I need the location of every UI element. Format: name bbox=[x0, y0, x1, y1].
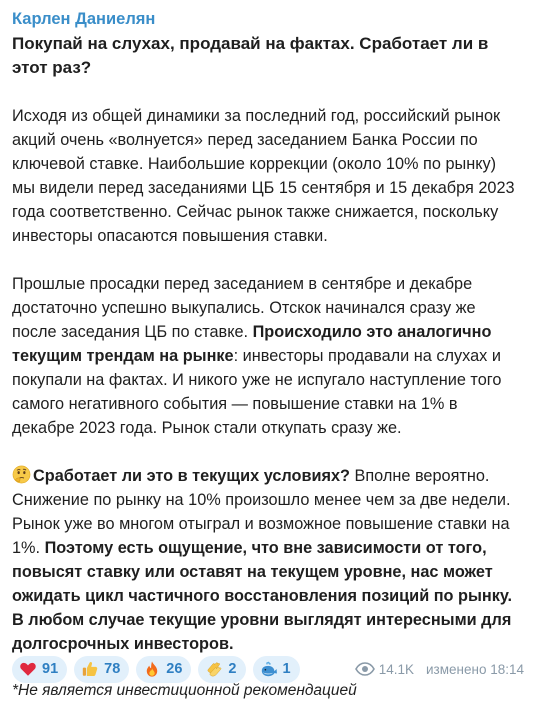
reaction-thumbs-up-count: 78 bbox=[104, 661, 121, 677]
fire-icon bbox=[143, 660, 161, 678]
author-name[interactable]: Карлен Даниелян bbox=[12, 10, 156, 28]
reaction-whale-count: 1 bbox=[282, 661, 291, 677]
edited-timestamp: изменено 18:14 bbox=[426, 661, 524, 677]
heart-icon bbox=[19, 660, 37, 678]
eye-icon bbox=[355, 662, 375, 676]
paragraph-2 bbox=[12, 272, 520, 440]
reaction-whale[interactable] bbox=[253, 656, 300, 683]
reaction-thumbs-up[interactable] bbox=[74, 656, 129, 683]
reaction-fire-count: 26 bbox=[166, 661, 183, 677]
thumbs-up-icon bbox=[81, 660, 99, 678]
reaction-fire[interactable] bbox=[136, 656, 191, 683]
views-count: 14.1K bbox=[378, 661, 415, 677]
paragraph-3-part1: Вполне вероятно. Снижение по рынку на 10% произошло менее чем за две недели. Рынок уже во многом отыграл и возможное повышение ставки на 1%. bbox=[12, 467, 511, 557]
reaction-clapping-hands[interactable] bbox=[198, 656, 245, 683]
paragraph-2-part1: Прошлые просадки перед заседанием в сентябре и декабре достаточно успешно выкупались. Отскок начинался сразу же после заседания ЦБ по ставке. bbox=[12, 275, 476, 341]
message-footer bbox=[12, 653, 524, 685]
message-meta bbox=[355, 662, 524, 677]
paragraph-3-bold-question: Сработает ли это в текущих условиях? bbox=[33, 467, 350, 485]
reaction-heart-count: 91 bbox=[42, 661, 59, 677]
thinking-face-icon bbox=[12, 465, 31, 484]
post-title: Покупай на слухах, продавай на фактах. Сработает ли в этот раз? bbox=[12, 34, 489, 77]
paragraph-2-part2: : инвесторы продавали на слухах и покупали на фактах. И никого уже не испугало наступление того самого негативного события — повышение ставки на 1% в декабре 2023 года. Рынок стали откупать сразу же. bbox=[12, 347, 502, 437]
paragraph-2-bold: Происходило это аналогично текущим трендам на рынке bbox=[12, 323, 492, 365]
whale-icon bbox=[260, 660, 278, 678]
clapping-hands-icon bbox=[205, 660, 223, 678]
paragraph-1: Исходя из общей динамики за последний год, российский рынок акций очень «волнуется» перед заседанием Банка России по ключевой ставке. Наибольшие коррекции (около 10% по рынку) мы видели перед заседаниями ЦБ 15 сентября и 15 декабря 2023 года соответственно. Сейчас рынок также снижается, поскольку инвесторы опасаются повышения ставки. bbox=[12, 107, 515, 245]
paragraph-3-bold-conclusion: Поэтому есть ощущение, что вне зависимости от того, повысят ставку или оставят на текущем уровне, нас может ожидать цикл частичного восстановления позиций по рынку. В любом случае текущие уровни выглядят интересными для долгосрочных инвесторов. bbox=[12, 539, 513, 653]
disclaimer: *Не является инвестиционной рекомендацией bbox=[12, 682, 357, 699]
paragraph-3 bbox=[12, 464, 520, 656]
reaction-heart[interactable] bbox=[12, 656, 67, 683]
reaction-clapping-hands-count: 2 bbox=[228, 661, 237, 677]
